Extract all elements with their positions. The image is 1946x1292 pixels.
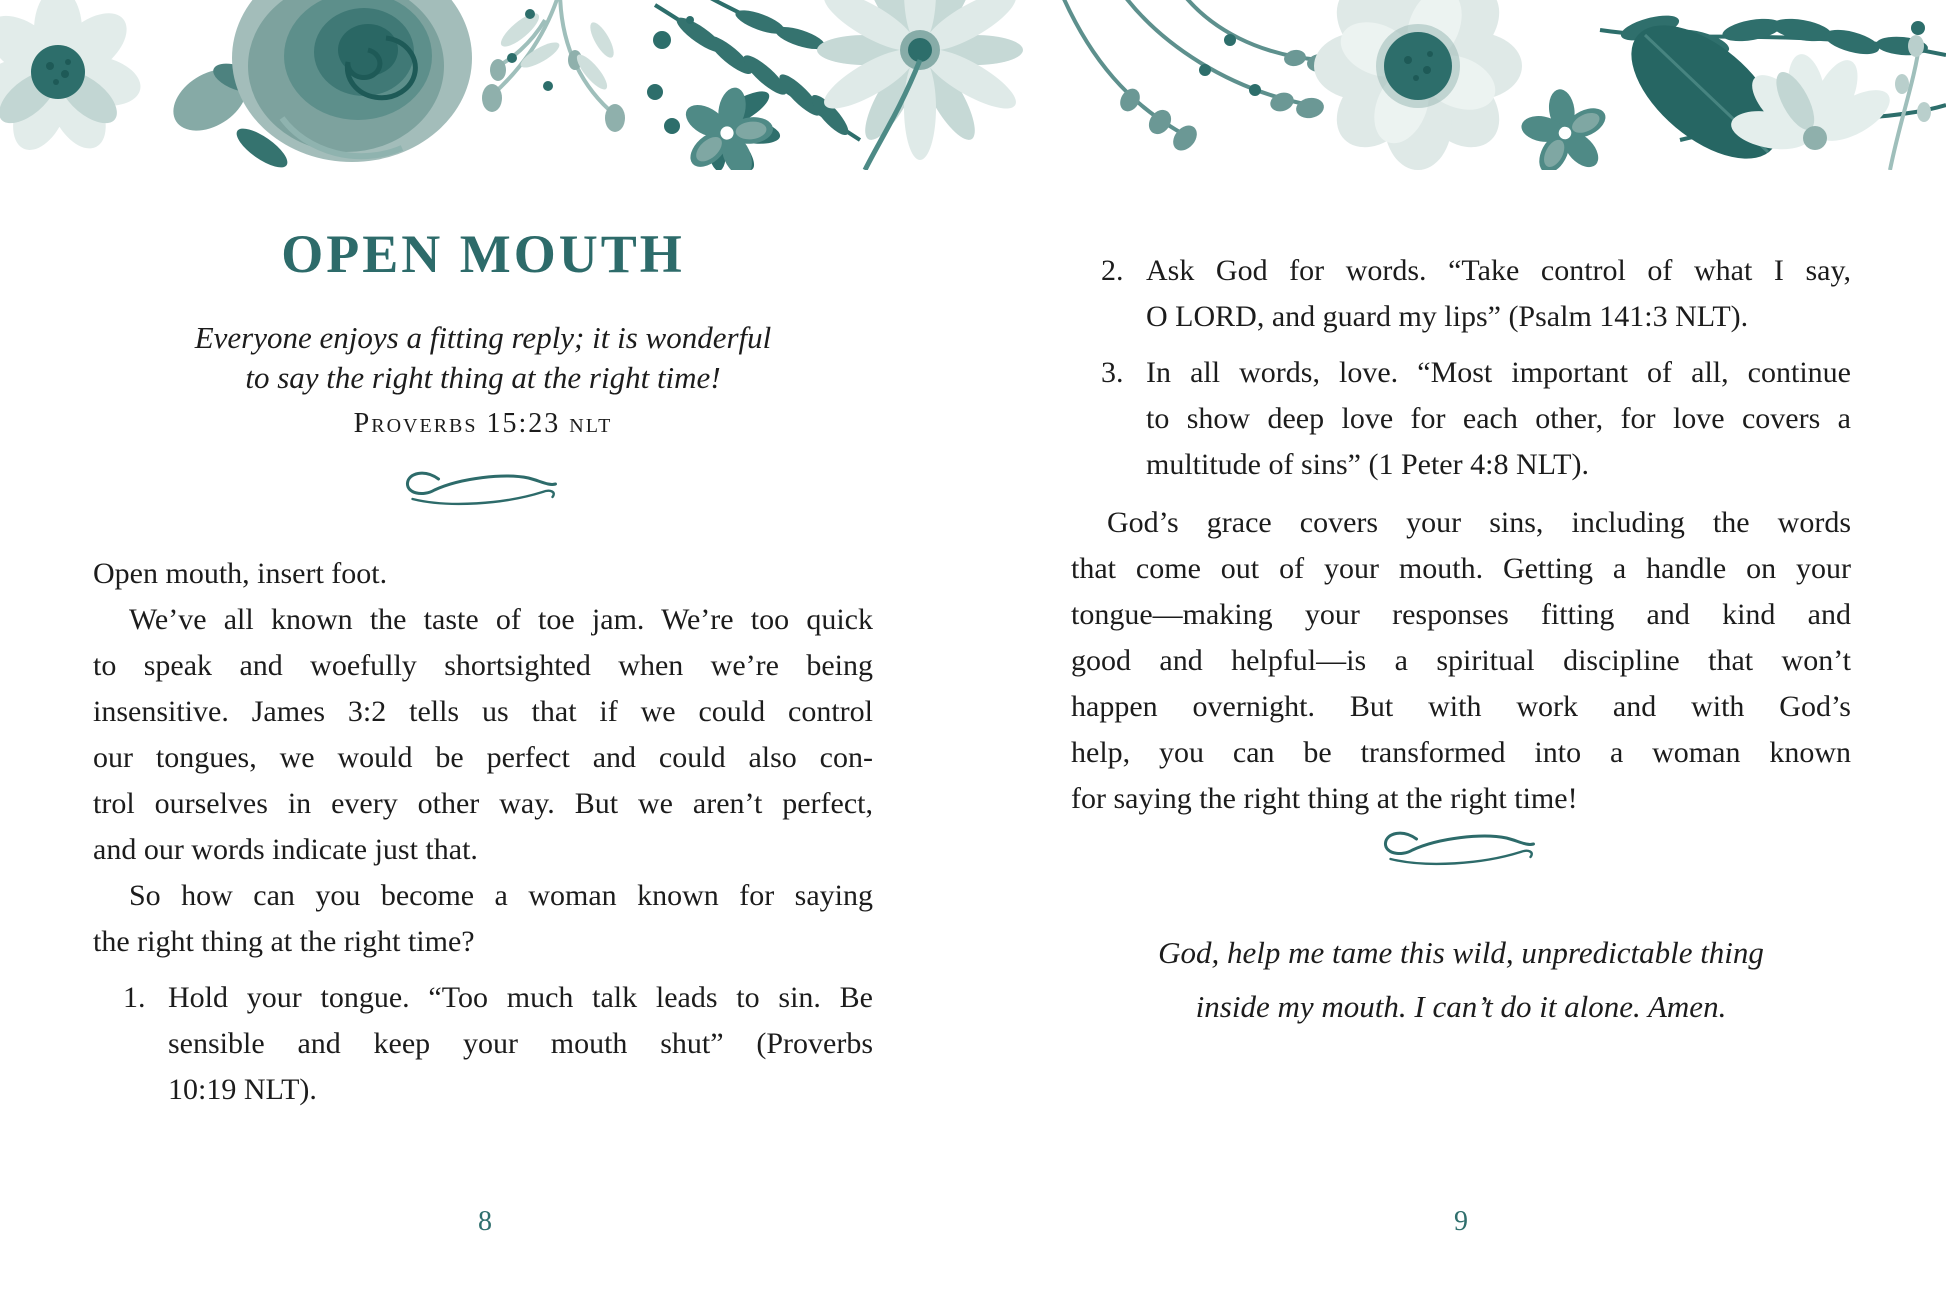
verse-quote: Everyone enjoys a fitting reply; it is wonderful to say the right thing at the right time! (194, 320, 772, 395)
list-item-3 (1071, 350, 1851, 488)
swirl-ornament (401, 466, 566, 519)
list-item-text: Hold your tongue. “Too much talk leads to sin. Be sensible and keep your mouth shut” (Proverbs 10:19 NLT). (168, 981, 873, 1106)
list-item-2 (1071, 248, 1851, 340)
page-number-left: 8 (478, 1206, 492, 1237)
list-number: 3. (1101, 356, 1124, 389)
right-page (1071, 0, 1851, 1292)
list-item-text: In all words, love. “Most important of all, continue to show deep love for each other, for love covers a multitude of sins” (1 Peter 4:8 NLT). (1146, 356, 1851, 481)
page-number-right: 9 (1454, 1206, 1468, 1237)
chapter-title: OPEN MOUTH (281, 224, 685, 284)
left-page (93, 0, 873, 1292)
list-number: 2. (1101, 254, 1124, 287)
verse-reference: Proverbs 15:23 nlt (353, 408, 613, 439)
swirl-ornament (1379, 826, 1544, 879)
list-item-text: Ask God for words. “Take control of what I say, O LORD, and guard my lips” (Psalm 141:3 NLT). (1146, 254, 1851, 333)
swirl-ornament-icon (1379, 826, 1544, 874)
list-item-1 (93, 975, 873, 1113)
left-body-text: Open mouth, insert foot. We’ve all known the taste of toe jam. We’re too quick to speak and woefully shortsighted when we’re being insensitive. James 3:2 tells us that if we could control our tongues, we would be perfect and could also con- trol ourselves in every other way. But we aren’t perfect, and our words indicate just that. So how can you become a woman known for saying the right thing at the right time? (93, 557, 873, 958)
list-number: 1. (123, 981, 146, 1014)
closing-prayer: God, help me tame this wild, unpredictable thing inside my mouth. I can’t do it alone. Amen. (1158, 935, 1764, 1024)
right-body-text: God’s grace covers your sins, including the words that come out of your mouth. Getting a handle on your tongue—making your responses fitting and kind and good and helpful—is a spiritual discipline that won’t happen overnight. But with work and with God’s help, you can be transformed into a woman known for saying the right thing at the right time! (1071, 506, 1851, 815)
swirl-ornament-icon (401, 466, 566, 514)
